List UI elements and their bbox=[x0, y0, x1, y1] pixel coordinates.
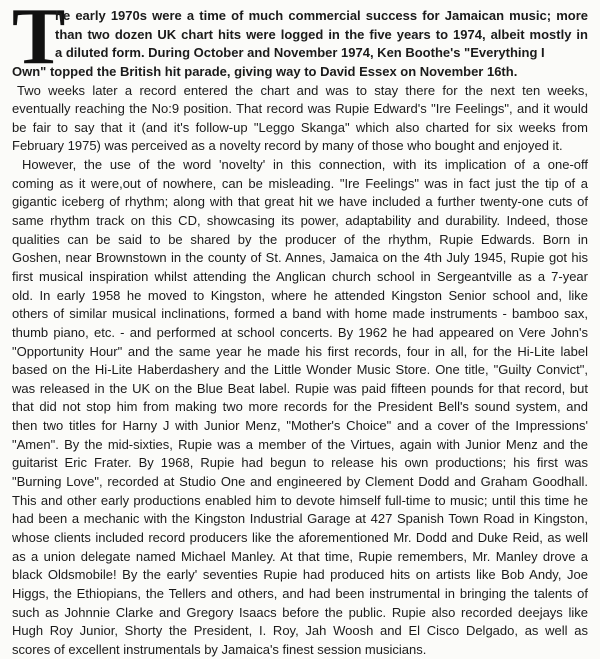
text-line-content: eventually reaching the No:9 position. That record was Rupie Edward's "Ire Feelings", and it would bbox=[12, 101, 588, 117]
text-line bbox=[12, 585, 588, 604]
text-line-content: that did not stop him from making two more records for the President Bell's sound system, and bbox=[12, 399, 588, 415]
text-line-content: than two dozen UK chart hits were logged in the five years to 1974, albeit mostly in bbox=[55, 26, 588, 42]
text-line-content: based on the Hi-Lite Haberdashery and the Little Wonder Music Store. One title, "Guilty Convict", bbox=[12, 362, 588, 378]
text-line bbox=[12, 622, 588, 641]
article-page bbox=[12, 0, 588, 659]
text-line-content: Own" topped the British hit parade, giving way to David Essex on November 16th. bbox=[12, 63, 518, 79]
text-line-content: However, the use of the word 'novelty' in this connection, with its implication of a one-off bbox=[22, 157, 588, 173]
paragraph-3 bbox=[12, 156, 588, 659]
text-line bbox=[12, 82, 588, 101]
text-line bbox=[12, 63, 588, 82]
text-line-content: "Burning Love", recorded at Studio One and engineered by Clement Dodd and Graham Goodhall. bbox=[12, 474, 588, 490]
text-line bbox=[12, 604, 588, 623]
text-line bbox=[12, 417, 588, 436]
text-line bbox=[12, 7, 588, 26]
text-line-content: gigantic iceberg of rhythm; along with that great hit we have included a further twenty-one cuts of bbox=[12, 194, 588, 210]
drop-cap: T bbox=[12, 0, 66, 81]
text-line-content: qualities can be said to be shared by the producer of the rhythm, Rupie Edwards. Born in bbox=[12, 231, 588, 247]
text-line-content: coming as it were,out of nowhere, can be misleading. "Ire Feelings" was in fact just the tip of a bbox=[12, 175, 588, 191]
text-line bbox=[12, 548, 588, 567]
text-line-content: February 1975) was perceived as a novelty record by many of those who bought and enjoyed it. bbox=[12, 138, 563, 154]
text-line-content: scores of excellent instrumentals by Jamaica's finest session musicians. bbox=[12, 641, 427, 657]
text-line bbox=[12, 44, 588, 63]
text-line bbox=[12, 175, 588, 194]
text-line bbox=[12, 436, 588, 455]
text-line bbox=[12, 566, 588, 585]
paragraph-2 bbox=[12, 82, 588, 157]
text-line bbox=[12, 268, 588, 287]
text-line-content: others of similar musical inclinations, formed a band with home made instruments - bamboo sax, bbox=[12, 306, 588, 322]
text-line-content: Two weeks later a record entered the chart and was to stay there for the next ten weeks, bbox=[17, 82, 588, 98]
text-line-content: be fair to say that it (and it's follow-up "Leggo Skanga" which also charted for six weeks from bbox=[12, 119, 588, 135]
text-line-content: same rhythm track on this CD, showcasing its power, adaptability and durability. Indeed, those bbox=[12, 213, 588, 229]
text-line bbox=[12, 249, 588, 268]
text-line-content: whose clients included record producers like the aforementioned Mr. Dodd and Duke Reid, as well bbox=[12, 529, 588, 545]
text-line bbox=[12, 454, 588, 473]
text-line-content: Higgs, the Ethiopians, the Tellers and others, and had been instrumental in bringing the talents of bbox=[12, 585, 588, 601]
text-line-content: Hugh Roy Junior, Shorty the President, I. Roy, Jah Woosh and El Cisco Delgado, as well as bbox=[12, 623, 588, 639]
intro-paragraph bbox=[12, 7, 588, 82]
text-line-content: as a union delegate named Michael Manley. At that time, Rupie remembers, Mr. Manley drove a bbox=[12, 548, 588, 564]
text-line-content: "Opportunity Hour" and the same year he made his first records, four in all, for the Hi-Lite label bbox=[12, 343, 588, 359]
text-line bbox=[12, 324, 588, 343]
text-line-content: was released in the UK on the Blue Beat label. Rupie was paid fifteen pounds for that record, but bbox=[12, 380, 588, 396]
text-line-content: such as Johnnie Clarke and Gregory Isaacs before the public. Rupie also recorded deejays like bbox=[12, 604, 588, 620]
text-line-content: This and other early productions enabled him to devote himself full-time to music; until this time he bbox=[12, 492, 588, 508]
text-line bbox=[12, 510, 588, 529]
text-line bbox=[12, 231, 588, 250]
text-line bbox=[12, 287, 588, 306]
text-line bbox=[12, 343, 588, 362]
text-line bbox=[12, 156, 588, 175]
text-line-content: had been a mechanic with the Kingston Industrial Garage at 427 Spanish Town Road in Kingston, bbox=[12, 511, 588, 527]
text-line-content: Goshen, near Brownstown in the county of St. Annes, Jamaica on the 4th July 1945, Rupie got his bbox=[12, 250, 588, 266]
text-line-content: he early 1970s were a time of much commercial success for Jamaican music; more bbox=[55, 8, 588, 23]
text-line-content: black Oldsmobile! By the early' seventies Rupie had produced hits on artists like Bob Andy, Joe bbox=[12, 567, 588, 583]
text-line bbox=[12, 119, 588, 138]
text-line bbox=[12, 305, 588, 324]
text-line bbox=[12, 492, 588, 511]
text-line bbox=[12, 212, 588, 231]
text-line bbox=[12, 26, 588, 45]
text-line-content: a diluted form. During October and November 1974, Ken Boothe's "Everything I bbox=[55, 45, 545, 61]
text-line-content: old. In early 1958 he moved to Kingston, where he attended Kingston Senior school and, like bbox=[12, 287, 588, 303]
text-line bbox=[12, 193, 588, 212]
text-line bbox=[12, 137, 588, 156]
text-line-content: "Amen". By the mid-sixties, Rupie was a member of the Virtues, again with Junior Menz and the bbox=[12, 436, 588, 452]
text-line bbox=[12, 380, 588, 399]
text-line bbox=[12, 473, 588, 492]
text-line-content: guitarist Eric Frater. By 1968, Rupie had begun to release his own productions; his first was bbox=[12, 455, 588, 471]
text-line bbox=[12, 641, 588, 659]
text-line bbox=[12, 529, 588, 548]
text-line bbox=[12, 100, 588, 119]
text-line-content: then two titles for Harny J with Junior Menz, "Mother's Choice" and a cover of the Impressions' bbox=[12, 418, 588, 434]
text-line bbox=[12, 398, 588, 417]
text-line-content: thumb piano, etc. - and performed at school concerts. By 1962 he had appeared on Vere John's bbox=[12, 324, 588, 340]
text-line-content: first musical inspiration whilst attending the Anglican church school in Sergeantville as a 7-year bbox=[12, 268, 588, 284]
text-line bbox=[12, 361, 588, 380]
